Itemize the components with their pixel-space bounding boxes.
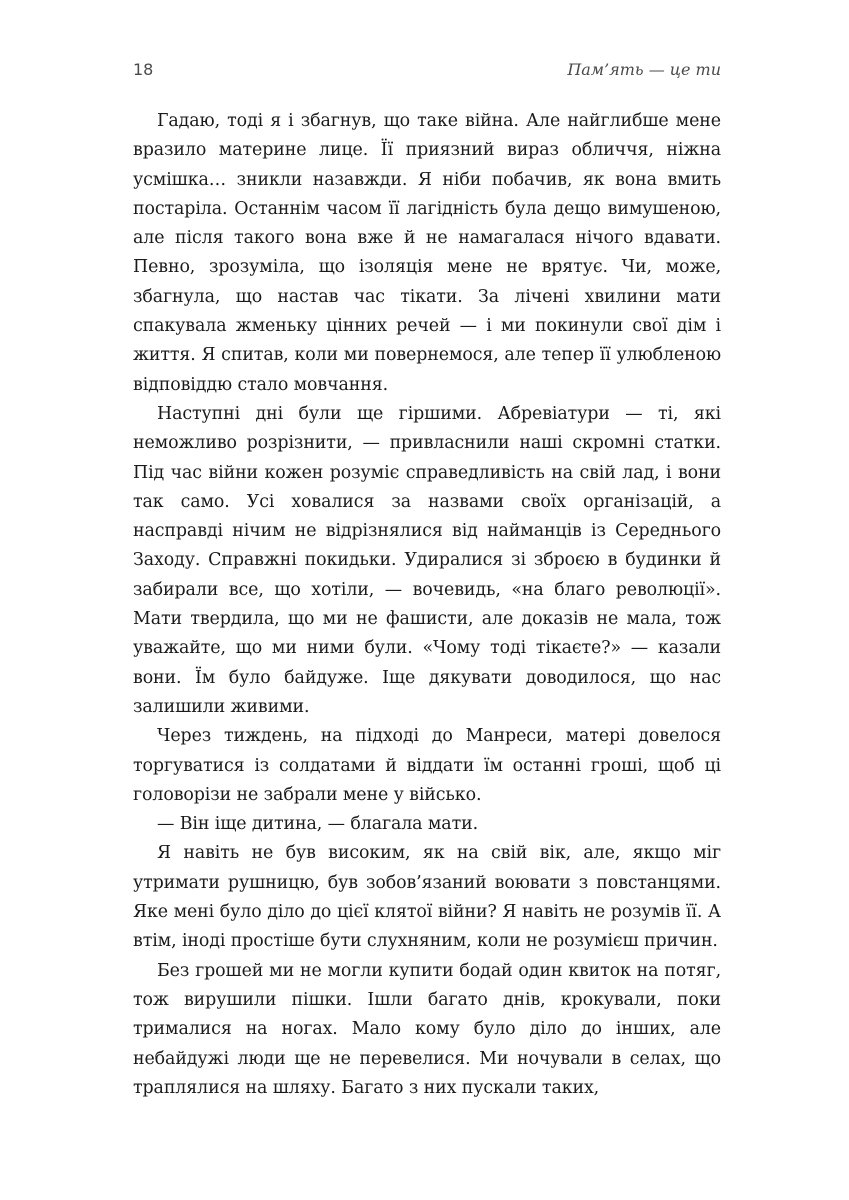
- paragraph-5: Я навіть не був високим, як на свій вік, але, якщо міг утримати рушницю, був зобов’язаний воювати з повстанцями. Яке мені було діло до цієї клятої війни? Я навіть не розумів її. А втім, іноді простіше бути слухняним, коли не розумієш причин.: [133, 843, 721, 952]
- running-title: Пам’ять — це ти: [567, 60, 721, 79]
- body-text: [133, 107, 721, 1103]
- page-number: 18: [133, 60, 154, 79]
- paragraph-6: Без грошей ми не могли купити бодай один квиток на потяг, тож вирушили пішки. Ішли багато днів, крокували, поки трималися на ногах. Мало кому було діло до інших, але небайдужі люди ще не перевелися. Ми ночували в селах, що траплялися на шляху. Багато з них пускали таких,: [133, 960, 721, 1098]
- paragraph-4-dialogue: — Він іще дитина, — благала мати.: [157, 814, 479, 835]
- paragraph-3: Через тиждень, на підході до Манреси, матері довелося торгуватися із солдатами й віддати їм останні гроші, щоб ці головорізи не забрали мене у військо.: [133, 726, 721, 805]
- paragraph-2: Наступні дні були ще гіршими. Абревіатури — ті, які неможливо розрізнити, — привласнили наші скромні статки. Під час війни кожен розуміє справедливість на свій лад, і вони так само. Усі ховалися за назвами своїх організацій, а насправді нічим не відрізнялися від найманців із Середнього Заходу. Справжні покидьки. Удиралися зі зброєю в будинки й забирали все, що хотіли, — вочевидь, «на благо революції». Мати твердила, що ми не фашисти, але доказів не мала, тож уважайте, що ми ними були. «Чому тоді тікаєте?» — казали вони. Їм було байдуже. Іще дякувати доводилося, що нас залишили живими.: [133, 403, 721, 717]
- paragraph-1: Гадаю, тоді я і збагнув, що таке війна. Але найглибше мене вразило материне лице. Її приязний вираз обличчя, ніжна усмішка… зникли назавжди. Я ніби побачив, як вона вмить постаріла. Останнім часом її лагідність була дещо вимушеною, але після такого вона вже й не намагалася нічого вдавати. Певно, зрозуміла, що ізоляція мене не врятує. Чи, може, збагнула, що настав час тікати. За лічені хвилини мати спакувала жменьку цінних речей — і ми покинули свої дім і життя. Я спитав, коли ми повернемося, але тепер її улюбленою відповіддю стало мовчання.: [133, 111, 721, 395]
- page-header: [133, 60, 721, 88]
